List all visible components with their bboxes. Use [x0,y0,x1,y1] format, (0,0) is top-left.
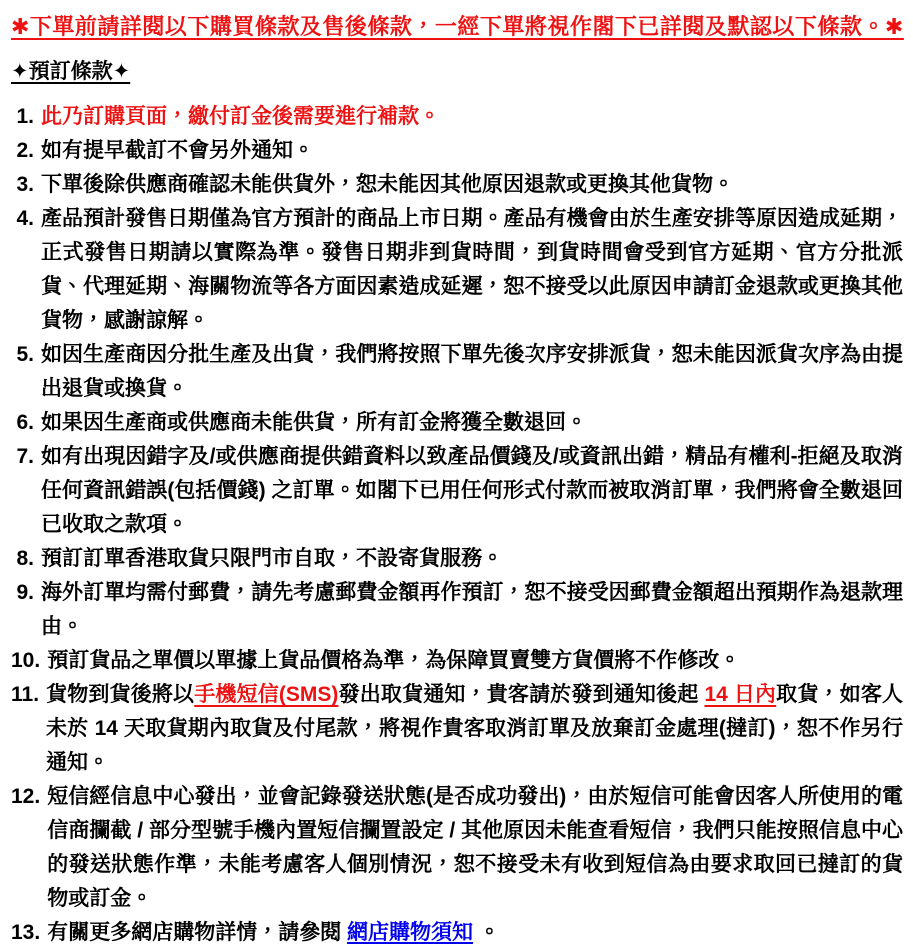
term-text [41,134,903,168]
term-text-segment: 如果因生產商或供應商未能供貨，所有訂金將獲全數退回。 [41,411,587,434]
term-text-segment: 如有出現因錯字及/或供應商提供錯資料以致產品價錢及/或資訊出錯，精品有權利-拒絕及取消任何資訊錯誤(包括價錢) 之訂單。如閣下已用任何形式付款而被取消訂單，我們將會全數退回已收取之款項。 [41,445,903,536]
term-text [47,780,903,916]
term-number: 9. [16,581,34,604]
preorder-terms-heading [11,58,903,86]
preorder-terms-heading-text: ✦預訂條款✦ [11,60,131,83]
term-text-segment: 發出取貨通知，貴客請於發到通知後起 [338,683,705,706]
term-text-segment: 下單後除供應商確認未能供貨外，恕未能因其他原因退款或更換其他貨物。 [41,173,734,196]
term-item-10 [11,644,903,678]
term-item-6 [11,406,903,440]
purchase-terms-warning-banner: ✱下單前請詳閱以下購買條款及售後條款，一經下單將視作閣下已詳閱及默認以下條款。✱ [11,14,904,39]
term-item-12 [11,780,903,916]
term-text-segment: 產品預計發售日期僅為官方預計的商品上市日期。產品有機會由於生產安排等原因造成延期，正式發售日期請以實際為準。發售日期非到貨時間，到貨時間會受到官方延期、官方分批派貨、代理延期、海關物流等各方面因素造成延遲，恕不接受以此原因申請訂金退款或更換其他貨物，感謝諒解。 [41,207,903,332]
term-text [41,100,903,134]
term-item-8 [11,542,903,576]
term-text [41,576,903,644]
term-text-segment: 此乃訂購頁面，繳付訂金後需要進行補款。 [41,105,440,128]
term-number: 7. [16,445,34,468]
term-number: 13. [11,921,41,944]
term-item-5 [11,338,903,406]
term-number: 11. [11,683,40,706]
term-text [46,678,903,780]
term-item-2 [11,134,903,168]
term-number: 1. [16,105,34,128]
term-item-1 [11,100,903,134]
term-text [47,644,903,678]
shop-guide-link[interactable]: 網店購物須知 [347,921,474,944]
term-text-segment: 海外訂單均需付郵費，請先考慮郵費金額再作預訂，恕不接受因郵費金額超出預期作為退款理由。 [41,581,903,638]
term-text-segment: 取貨，如客人未於 14 天取貨期內取貨及付尾款，將視作貴客取消訂單及放棄訂金處理(撻訂)，恕不作另行通知。 [46,683,903,774]
term-text [41,168,903,202]
term-item-13 [11,916,903,950]
terms-list [11,100,903,950]
term-item-7 [11,440,903,542]
term-number: 12. [11,785,41,808]
term-text-segment: 手機短信(SMS) [194,683,339,706]
term-item-9 [11,576,903,644]
term-text-segment: 14 日內 [704,683,777,706]
term-number: 10. [11,649,41,672]
term-number: 3. [16,173,34,196]
term-text-segment: 貨物到貨後將以 [46,683,195,706]
term-text [41,542,903,576]
term-text-segment: 。 [473,921,500,944]
term-number: 5. [16,343,34,366]
term-text [47,916,903,950]
term-text-segment: 如因生產商因分批生產及出貨，我們將按照下單先後次序安排派貨，恕未能因派貨次序為由提出退貨或換貨。 [41,343,903,400]
term-item-4 [11,202,903,338]
term-text-segment: 預訂訂單香港取貨只限門市自取，不設寄貨服務。 [41,547,503,570]
term-item-3 [11,168,903,202]
term-text-segment: 預訂貨品之單價以單據上貨品價格為準，為保障買賣雙方貨價將不作修改。 [47,649,741,672]
term-text [41,202,903,338]
term-item-11 [11,678,903,780]
term-number: 4. [16,207,34,230]
term-text [41,338,903,406]
term-text [41,406,903,440]
term-number: 2. [16,139,34,162]
term-text [41,440,903,542]
term-number: 6. [16,411,34,434]
term-text-segment: 短信經信息中心發出，並會記錄發送狀態(是否成功發出)，由於短信可能會因客人所使用的電信商攔截 / 部分型號手機內置短信攔置設定 / 其他原因未能查看短信，我們只能按照信息中心的發送狀態作準，未能考慮客人個別情況，恕不接受未有收到短信為由要求取回已撻訂的貨物或訂金。 [47,785,903,910]
term-text-segment: 有關更多網店購物詳情，請參閱 [47,921,348,944]
term-number: 8. [16,547,34,570]
term-text-segment: 如有提早截訂不會另外通知。 [41,139,314,162]
